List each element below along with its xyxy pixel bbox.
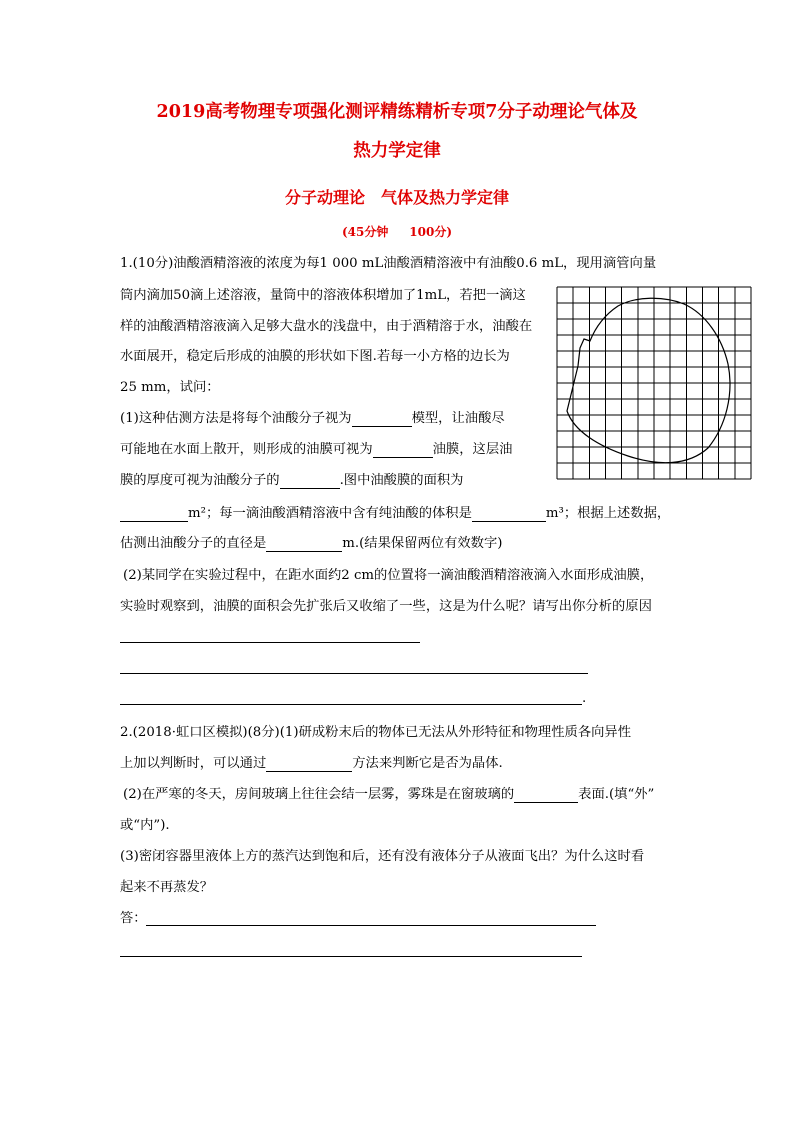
q1-part2-line2: 实验时观察到，油膜的面积会先扩张后又收缩了一些，这是为什么呢？请写出你分析的原因 xyxy=(120,599,652,614)
q1-line2: 筒内滴加50滴上述溶液，量筒中的溶液体积增加了1mL，若把一滴这 xyxy=(120,288,526,303)
q1-line3: 样的油酸酒精溶液滴入足够大盘水的浅盘中，由于酒精溶于水，油酸在 xyxy=(120,319,533,334)
time-score-note: (45分钟 100分) xyxy=(342,225,452,239)
q1-part1-text-j: m.(结果保留两位有效数字) xyxy=(342,536,503,551)
q1-part1-text-b: 模型，让油酸尽 xyxy=(411,411,505,426)
q2-line2 xyxy=(120,756,503,772)
answer-blank-volume[interactable] xyxy=(472,508,546,522)
q1-part1-text-h: m³；根据上述数据， xyxy=(545,506,671,521)
q2-line6: 起来不再蒸发？ xyxy=(120,880,214,895)
answer-blank-method[interactable] xyxy=(266,758,352,772)
answer-blank-surface[interactable] xyxy=(514,789,578,803)
answer-blank-diameter[interactable] xyxy=(266,538,342,552)
q2-line3 xyxy=(123,787,654,803)
q1-part2-line1: (2)某同学在实验过程中，在距水面约2 cm的位置将一滴油酸酒精溶液滴入水面形成油膜， xyxy=(123,568,654,583)
answer-blank-area[interactable] xyxy=(120,508,188,522)
answer-blank-film-type[interactable] xyxy=(373,444,433,458)
answer-line-1[interactable] xyxy=(120,642,420,643)
oil-film-grid-figure xyxy=(556,286,752,480)
q2-line2-text-b: 方法来判断它是否为晶体. xyxy=(352,756,503,771)
answer-end-period: . xyxy=(582,691,587,706)
q2-line3-text-a: (2)在严寒的冬天，房间玻璃上往往会结一层雾，雾珠是在窗玻璃的 xyxy=(123,787,515,802)
document-title-line1: 2019高考物理专项强化测评精练精析专项7分子动理论气体及 xyxy=(156,102,638,122)
q1-part1-line1 xyxy=(120,411,505,427)
grid-lines xyxy=(557,287,751,479)
q1-part1-line3 xyxy=(120,473,463,489)
answer-blank-model[interactable] xyxy=(352,413,412,427)
q1-part1-text-e: 膜的厚度可视为油酸分子的 xyxy=(120,473,280,488)
q1-line4: 水面展开，稳定后形成的油膜的形状如下图.若每一小方格的边长为 xyxy=(120,349,510,364)
q2-answer-label: 答： xyxy=(120,911,147,926)
q1-part1-text-f: .图中油酸膜的面积为 xyxy=(339,473,464,488)
section-subtitle: 分子动理论 气体及热力学定律 xyxy=(284,188,509,207)
q1-part1-text-g: m²；每一滴油酸酒精溶液中含有纯油酸的体积是 xyxy=(188,506,472,521)
answer-blank-thickness[interactable] xyxy=(280,475,340,489)
q1-part1-line2 xyxy=(120,442,512,458)
q2-line2-text-a: 上加以判断时，可以通过 xyxy=(120,756,267,771)
q1-part1-line5 xyxy=(120,536,502,552)
q2-line5: (3)密闭容器里液体上方的蒸汽达到饱和后，还有没有液体分子从液面飞出？为什么这时看 xyxy=(120,849,645,864)
q2-answer-line-1[interactable] xyxy=(146,925,596,926)
q2-line3-text-b: 表面.(填“外” xyxy=(578,787,655,802)
answer-line-2[interactable] xyxy=(120,673,588,674)
q1-line1: 1.(10分)油酸酒精溶液的浓度为每1 000 mL油酸酒精溶液中有油酸0.6 mL，现用滴管向量 xyxy=(120,256,657,271)
q1-part1-text-d: 油膜，这层油 xyxy=(432,442,513,457)
q1-part1-text-c: 可能地在水面上散开，则形成的油膜可视为 xyxy=(120,442,373,457)
q1-line5: 25 mm，试问： xyxy=(120,380,220,395)
document-title-line2: 热力学定律 xyxy=(353,141,441,161)
q1-part1-text-i: 估测出油酸分子的直径是 xyxy=(120,536,267,551)
q1-part1-line4 xyxy=(120,506,670,522)
answer-line-3[interactable] xyxy=(120,704,582,705)
q2-line4: 或“内”). xyxy=(120,818,170,833)
q2-line1: 2.(2018·虹口区模拟)(8分)(1)研成粉末后的物体已无法从外形特征和物理性质各向异性 xyxy=(120,725,632,740)
q2-answer-line-2[interactable] xyxy=(120,956,582,957)
q1-part1-text-a: (1)这种估测方法是将每个油酸分子视为 xyxy=(120,411,352,426)
oil-film-outline xyxy=(567,298,730,462)
